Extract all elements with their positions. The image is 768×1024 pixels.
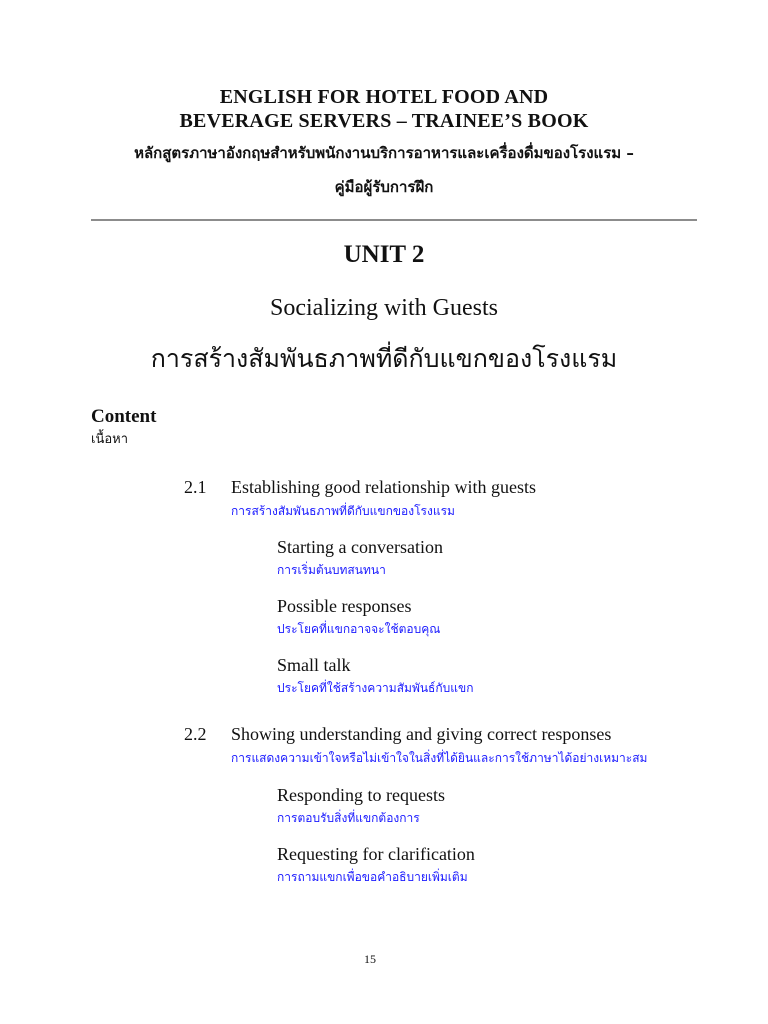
- list-item-thai: การถามแขกเพื่อขอคำอธิบายเพิ่มเติม: [277, 870, 468, 884]
- content-heading: Content: [91, 406, 157, 427]
- unit-subtitle: Socializing with Guests: [270, 295, 498, 321]
- content-heading-thai: เนื้อหา: [91, 432, 129, 447]
- book-title-thai-line-1: หลักสูตรภาษาอังกฤษสำหรับพนักงานบริการอาหารและเครื่องดื่มของโรงแรม –: [134, 144, 634, 162]
- book-title-line-1: ENGLISH FOR HOTEL FOOD AND: [219, 86, 549, 108]
- section-title-thai: การแสดงความเข้าใจหรือไม่เข้าใจในสิ่งที่ได้ยินและการใช้ภาษาได้อย่างเหมาะสม: [231, 751, 648, 765]
- list-item-thai: ประโยคที่แขกอาจจะใช้ตอบคุณ: [277, 622, 441, 636]
- list-item-title: Responding to requests: [277, 785, 445, 805]
- section-number: 2.2: [184, 724, 207, 744]
- list-item-thai: การตอบรับสิ่งที่แขกต้องการ: [277, 811, 420, 825]
- unit-subtitle-thai: การสร้างสัมพันธภาพที่ดีกับแขกของโรงแรม: [150, 344, 618, 373]
- unit-title: UNIT 2: [343, 241, 425, 268]
- section-number: 2.1: [184, 477, 207, 497]
- list-item-thai: การเริ่มต้นบทสนทนา: [277, 563, 386, 577]
- list-item-title: Possible responses: [277, 596, 412, 616]
- book-title-line-2: BEVERAGE SERVERS – TRAINEE’S BOOK: [179, 110, 589, 132]
- section-title: Showing understanding and giving correct responses: [231, 724, 612, 744]
- list-item-thai: ประโยคที่ใช้สร้างความสัมพันธ์กับแขก: [277, 681, 474, 695]
- section-title-thai: การสร้างสัมพันธภาพที่ดีกับแขกของโรงแรม: [231, 504, 455, 518]
- header-divider: [91, 219, 697, 221]
- book-title-thai-line-2: คู่มือผู้รับการฝึก: [334, 178, 434, 196]
- list-item-title: Starting a conversation: [277, 537, 443, 557]
- list-item-title: Requesting for clarification: [277, 844, 475, 864]
- list-item-title: Small talk: [277, 655, 351, 675]
- section-title: Establishing good relationship with guests: [231, 477, 536, 497]
- page-number: 15: [364, 952, 376, 966]
